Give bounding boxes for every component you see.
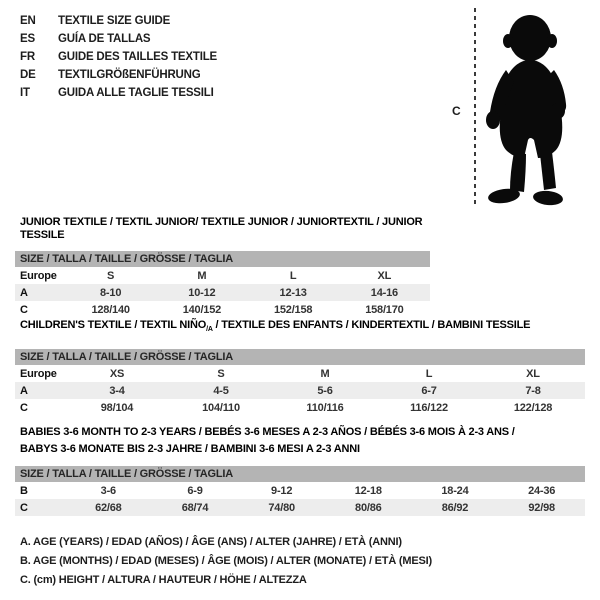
row-label: C xyxy=(20,303,28,316)
value-cell: 6-7 xyxy=(421,384,437,397)
junior-size-table xyxy=(15,267,430,318)
baby-silhouette xyxy=(483,8,575,208)
language-title: GUIDA ALLE TAGLIE TESSILI xyxy=(58,87,214,99)
table-title-post: / TEXTILE DES ENFANTS / KINDERTEXTIL / BAMBINI TESSILE xyxy=(212,319,531,331)
row-label: A xyxy=(20,286,28,299)
value-cell: 8-10 xyxy=(100,286,122,299)
value-cell: 4-5 xyxy=(213,384,229,397)
value-cell: 10-12 xyxy=(188,286,216,299)
table-title-line: BABYS 3-6 MONATE BIS 2-3 JAHRE / BAMBINI 3-6 MESI A 2-3 ANNI xyxy=(20,443,360,455)
table-title-pre: CHILDREN'S TEXTILE / TEXTIL NIÑO xyxy=(20,319,207,331)
value-cell: 18-24 xyxy=(441,484,469,497)
value-cell: 12-13 xyxy=(279,286,307,299)
table-title xyxy=(20,319,585,336)
language-code: EN xyxy=(20,15,36,27)
size-cell: S xyxy=(107,269,115,282)
language-code: IT xyxy=(20,87,30,99)
row-label: A xyxy=(20,384,28,397)
value-cell: 74/80 xyxy=(268,501,295,514)
value-cell: 24-36 xyxy=(528,484,556,497)
language-title: TEXTILGRÖßENFÜHRUNG xyxy=(58,69,201,81)
value-cell: 68/74 xyxy=(181,501,209,514)
table-row xyxy=(15,399,585,416)
row-label: B xyxy=(20,484,28,497)
table-row xyxy=(15,267,430,284)
value-cell: 12-18 xyxy=(354,484,382,497)
table-row xyxy=(15,284,430,301)
children-textile-section xyxy=(15,319,585,416)
value-cell: 62/68 xyxy=(95,501,122,514)
table-title: JUNIOR TEXTILE / TEXTIL JUNIOR/ TEXTILE JUNIOR / JUNIORTEXTIL / JUNIOR TESSILE xyxy=(20,216,423,241)
table-row xyxy=(15,365,585,382)
size-cell: M xyxy=(320,367,330,380)
size-cell: L xyxy=(289,269,297,282)
row-label: C xyxy=(20,401,28,414)
children-size-table xyxy=(15,365,585,416)
footnote: A. AGE (YEARS) / EDAD (AÑOS) / ÂGE (ANS) / ALTER (JAHRE) / ETÀ (ANNI) xyxy=(20,536,402,548)
value-cell: 6-9 xyxy=(187,484,203,497)
row-label: C xyxy=(20,501,28,514)
language-row xyxy=(20,84,217,102)
value-cell: 122/128 xyxy=(513,401,553,414)
value-cell: 9-12 xyxy=(271,484,293,497)
table-title-sub: /A xyxy=(206,326,213,334)
table-row xyxy=(15,382,585,399)
table-title xyxy=(20,424,585,458)
height-dashed-line xyxy=(474,8,476,206)
baby-height-figure xyxy=(440,0,600,215)
value-cell: 140/152 xyxy=(182,303,222,316)
table-row xyxy=(15,499,585,516)
size-cell: XS xyxy=(109,367,125,380)
value-cell: 158/170 xyxy=(365,303,404,316)
language-title: GUÍA DE TALLAS xyxy=(58,33,151,45)
value-cell: 3-4 xyxy=(109,384,125,397)
size-cell: S xyxy=(217,367,225,380)
language-row xyxy=(20,48,217,66)
table-row xyxy=(15,482,585,499)
footnotes xyxy=(20,533,432,590)
language-title-list xyxy=(20,12,217,102)
row-label: Europe xyxy=(20,269,57,282)
table-title-line: BABIES 3-6 MONTH TO 2-3 YEARS / BEBÉS 3-6 MESES A 2-3 AÑOS / BÉBÉS 3-6 MOIS À 2-3 ANS / xyxy=(20,426,515,438)
value-cell: 3-6 xyxy=(100,484,116,497)
language-code: ES xyxy=(20,33,35,45)
language-row xyxy=(20,12,217,30)
size-cell: XL xyxy=(377,269,392,282)
size-header-bar: SIZE / TALLA / TAILLE / GRÖSSE / TAGLIA xyxy=(15,466,585,482)
language-title: TEXTILE SIZE GUIDE xyxy=(58,15,171,27)
language-code: FR xyxy=(20,51,35,63)
language-row xyxy=(20,66,217,84)
language-title: GUIDE DES TAILLES TEXTILE xyxy=(58,51,217,63)
size-header-bar: SIZE / TALLA / TAILLE / GRÖSSE / TAGLIA xyxy=(15,251,430,267)
language-row xyxy=(20,30,217,48)
table-row xyxy=(15,301,430,318)
height-measure-label: C xyxy=(452,104,461,118)
value-cell: 98/104 xyxy=(100,401,134,414)
size-header-bar: SIZE / TALLA / TAILLE / GRÖSSE / TAGLIA xyxy=(15,349,585,365)
size-cell: M xyxy=(197,269,207,282)
babies-size-table xyxy=(15,482,585,516)
size-cell: L xyxy=(425,367,433,380)
value-cell: 80/86 xyxy=(355,501,382,514)
value-cell: 116/122 xyxy=(410,401,448,414)
value-cell: 110/116 xyxy=(306,401,344,414)
language-code: DE xyxy=(20,69,36,81)
value-cell: 5-6 xyxy=(317,384,333,397)
babies-textile-section xyxy=(15,424,585,516)
value-cell: 152/158 xyxy=(273,303,313,316)
value-cell: 104/110 xyxy=(202,401,240,414)
row-label: Europe xyxy=(20,367,57,380)
footnote: C. (cm) HEIGHT / ALTURA / HAUTEUR / HÖHE / ALTEZZA xyxy=(20,574,307,586)
value-cell: 92/98 xyxy=(528,501,555,514)
value-cell: 14-16 xyxy=(370,286,398,299)
footnote: B. AGE (MONTHS) / EDAD (MESES) / ÂGE (MOIS) / ALTER (MONATE) / ETÀ (MESI) xyxy=(20,555,432,567)
value-cell: 86/92 xyxy=(441,501,469,514)
value-cell: 7-8 xyxy=(525,384,541,397)
value-cell: 128/140 xyxy=(91,303,130,316)
size-cell: XL xyxy=(526,367,540,380)
junior-textile-section xyxy=(15,216,430,318)
